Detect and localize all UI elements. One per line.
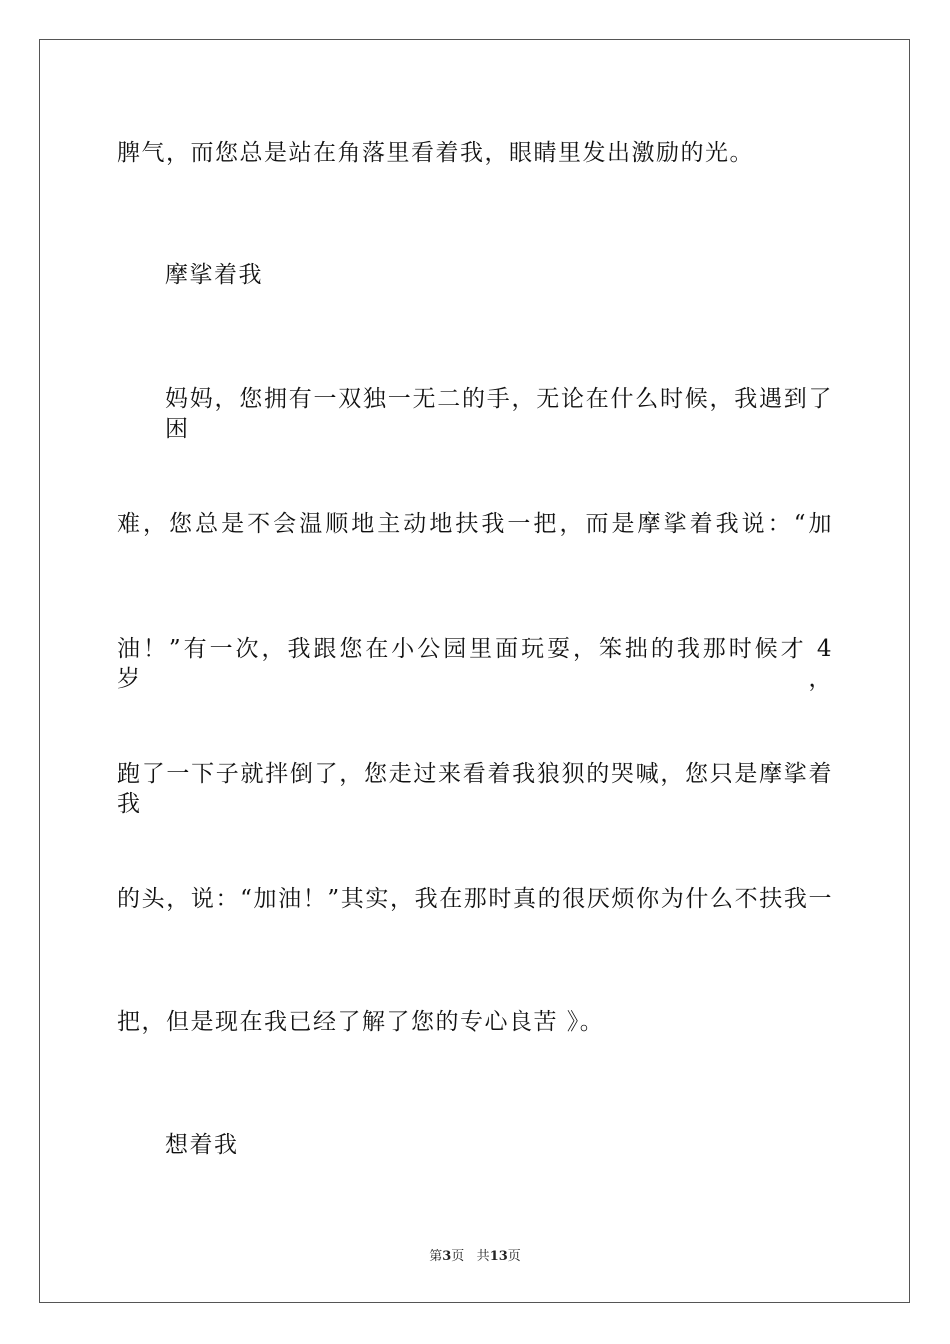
page-suffix: 页 <box>451 1249 465 1264</box>
total-prefix: 共 <box>476 1249 490 1264</box>
page-footer <box>0 1248 950 1266</box>
page-prefix: 第 <box>429 1249 443 1264</box>
paragraph-line: 妈妈，您拥有一双独一无二的手，无论在什么时候，我遇到了困 <box>165 386 833 442</box>
paragraph-line: 跑了一下子就拌倒了，您走过来看着我狼狈的哭喊，您只是摩挲着我 <box>117 761 833 817</box>
section-heading: 摩挲着我 <box>165 262 263 288</box>
paragraph-line: 把，但是现在我已经了解了您的专心良苦 》。 <box>117 1009 605 1035</box>
section-heading: 想着我 <box>165 1132 239 1158</box>
paragraph-line: 油！”有一次，我跟您在小公园里面玩耍，笨拙的我那时候才 4 岁， <box>117 636 833 692</box>
page-number: 3 <box>442 1249 452 1264</box>
paragraph-line: 脾气，而您总是站在角落里看着我，眼睛里发出激励的光。 <box>117 140 754 166</box>
total-suffix: 页 <box>507 1249 521 1264</box>
paragraph-line: 难，您总是不会温顺地主动地扶我一把，而是摩挲着我说：“加 <box>117 511 833 537</box>
paragraph-line: 的头，说：“加油！”其实，我在那时真的很厌烦你为什么不扶我一 <box>117 886 833 912</box>
total-pages: 13 <box>489 1249 508 1264</box>
